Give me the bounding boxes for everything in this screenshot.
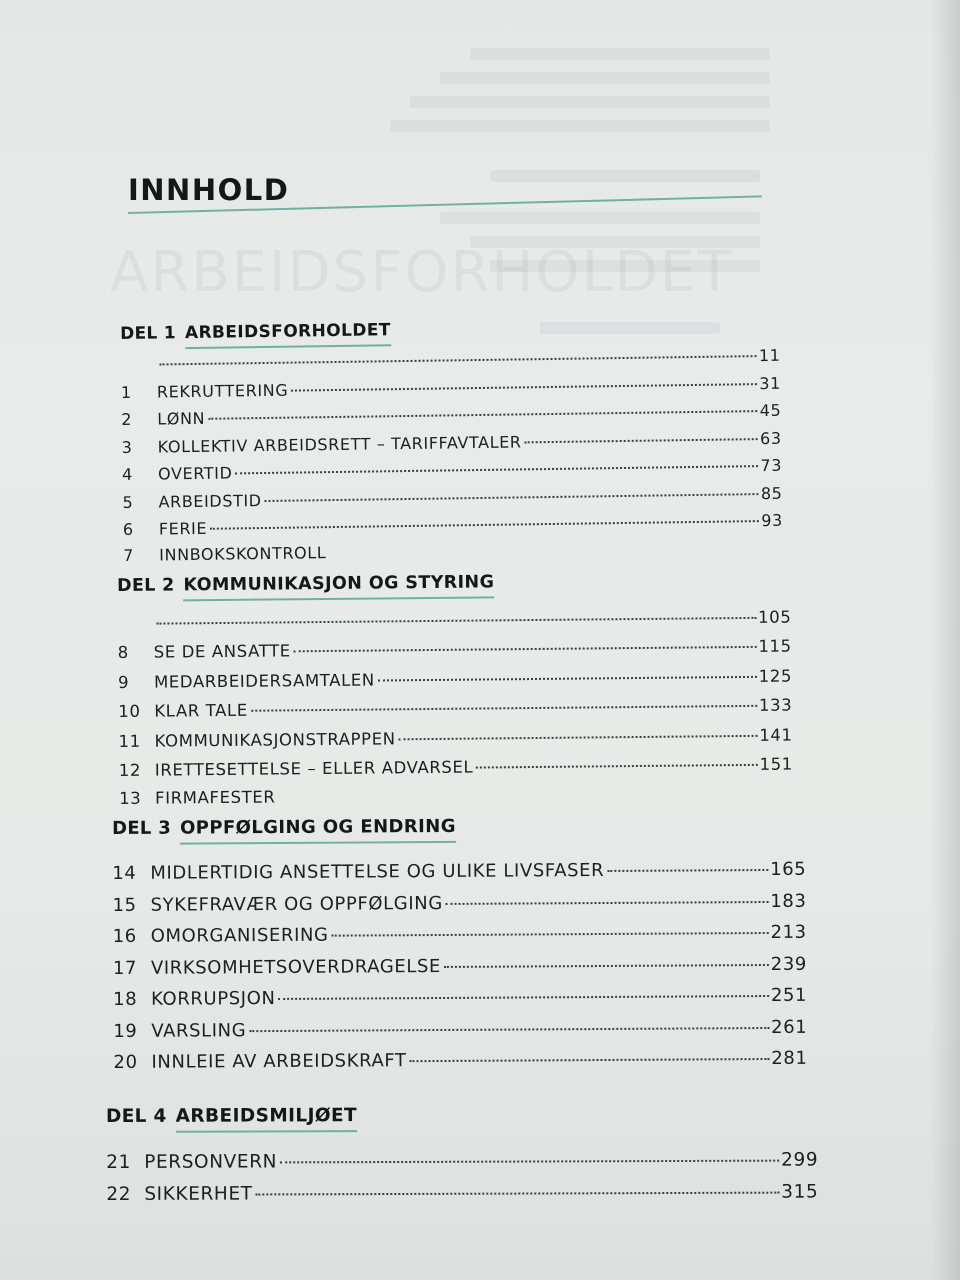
page-number: 315 [781, 1181, 819, 1203]
page-number: 299 [781, 1149, 819, 1171]
chapter-title: SE DE ANSATTE [153, 641, 291, 662]
section-number: DEL 3 [112, 817, 172, 839]
dot-leader [278, 977, 769, 1000]
chapter-title: LØNN [157, 408, 206, 429]
chapter-number: 18 [113, 988, 138, 1010]
chapter-number: 16 [112, 925, 137, 947]
dot-leader [156, 600, 756, 624]
page-number: 31 [759, 373, 782, 393]
chapter-number: 7 [123, 545, 135, 565]
section-header [112, 814, 806, 845]
section-del-3 [112, 814, 808, 1080]
section-del-1 [120, 315, 783, 572]
page-number: 11 [758, 345, 781, 366]
chapter-title: MEDARBEIDERSAMTALEN [153, 670, 375, 692]
page-number: 73 [760, 455, 783, 476]
chapter-number: 6 [122, 519, 134, 539]
dot-leader [256, 1173, 780, 1195]
chapter-title: FERIE [158, 518, 208, 539]
page-number: 125 [758, 666, 793, 686]
chapter-number: 2 [121, 409, 133, 429]
page-number: 63 [759, 428, 782, 448]
section-header [106, 1104, 818, 1133]
chapter-number: 9 [117, 672, 130, 692]
chapter-number: 22 [106, 1183, 132, 1205]
toc-list [112, 855, 807, 1080]
dot-leader [280, 1141, 779, 1163]
chapter-number [121, 369, 157, 370]
chapter-number: 8 [117, 642, 129, 662]
toc-list [106, 1145, 818, 1212]
dot-leader [331, 914, 768, 937]
chapter-number: 5 [122, 492, 134, 512]
page-number: 141 [759, 725, 793, 745]
chapter-number: 19 [113, 1020, 138, 1042]
chapter-title: SYKEFRAVÆR OG OPPFØLGING [150, 892, 443, 916]
dot-leader [251, 688, 757, 711]
chapter-title: OMORGANISERING [150, 924, 329, 947]
dot-leader [294, 629, 757, 652]
toc-entry[interactable] [106, 1177, 818, 1212]
chapter-number: 15 [112, 894, 137, 916]
page-number: 45 [759, 400, 782, 421]
page-number: 105 [758, 607, 792, 627]
chapter-title: ARBEIDSTID [158, 490, 262, 511]
dot-leader [444, 945, 769, 967]
dot-leader [278, 777, 791, 798]
page-number: 115 [758, 636, 792, 656]
page-number: 165 [770, 858, 807, 880]
page-number: 281 [771, 1047, 808, 1069]
chapter-title: KOMMUNIKASJONSTRAPPEN [154, 728, 396, 751]
section-title: ARBEIDSMILJØET [176, 1105, 358, 1133]
page-number: 85 [760, 483, 783, 503]
section-header [117, 570, 791, 602]
section-title: ARBEIDSFORHOLDET [185, 320, 391, 349]
page-number: 261 [771, 1016, 808, 1038]
chapter-title: KORRUPSJON [151, 988, 276, 1010]
dot-leader [607, 851, 768, 872]
chapter-number: 10 [118, 701, 141, 721]
section-number: DEL 2 [117, 575, 175, 596]
chapter-title: IRETTESETTELSE – ELLER ADVARSEL [154, 757, 474, 780]
chapter-title: SIKKERHET [144, 1183, 253, 1205]
chapter-number: 4 [121, 464, 134, 484]
chapter-title: REKRUTTERING [156, 380, 289, 401]
section-title: KOMMUNIKASJON OG STYRING [183, 572, 494, 601]
show-through-text: ARBEIDSFORHOLDET [110, 40, 790, 340]
chapter-number: 11 [118, 731, 141, 751]
page-title: INNHOLD [128, 173, 290, 207]
toc-list [120, 343, 783, 572]
dot-leader [249, 1008, 769, 1031]
dot-leader [398, 718, 757, 740]
dot-leader [446, 882, 769, 904]
toc-entry[interactable] [119, 781, 793, 817]
chapter-title: OVERTID [157, 463, 233, 484]
dot-leader [409, 1040, 769, 1062]
page-number: 133 [758, 695, 793, 715]
chapter-title: KLAR TALE [154, 700, 248, 721]
toc-list [117, 604, 793, 817]
page-number: 239 [770, 953, 807, 975]
chapter-title: INNBOKSKONTROLL [159, 542, 327, 564]
chapter-number: 14 [112, 862, 137, 884]
toc-entry[interactable] [113, 1044, 807, 1080]
section-number: DEL 4 [106, 1105, 167, 1127]
section-del-2 [117, 570, 793, 817]
page-edge-shadow [930, 0, 960, 1280]
chapter-title: VARSLING [151, 1019, 247, 1042]
page-number: 93 [761, 510, 783, 531]
dot-leader [476, 747, 757, 768]
section-number: DEL 1 [120, 323, 177, 344]
page-number: 183 [770, 890, 807, 912]
chapter-title: INNLEIE AV ARBEIDSKRAFT [151, 1050, 407, 1073]
chapter-number: 12 [118, 760, 142, 780]
page-number: 251 [770, 984, 808, 1006]
chapter-title: FIRMAFESTER [155, 786, 276, 808]
chapter-title: KOLLEKTIV ARBEIDSRETT – TARIFFAVTALER [157, 431, 522, 456]
section-del-4 [106, 1104, 818, 1212]
dot-leader [378, 659, 757, 681]
chapter-title: VIRKSOMHETSOVERDRAGELSE [150, 955, 441, 979]
page-number: 151 [759, 754, 793, 774]
chapter-number: 3 [121, 437, 133, 457]
chapter-number: 13 [119, 788, 142, 808]
dot-leader [524, 422, 758, 443]
chapter-number: 21 [106, 1151, 131, 1173]
chapter-number: 1 [120, 382, 132, 402]
chapter-number: 20 [113, 1051, 138, 1073]
page-number: 213 [770, 921, 807, 943]
chapter-number: 17 [112, 957, 138, 979]
chapter-title: MIDLERTIDIG ANSETTELSE OG ULIKE LIVSFASER [150, 859, 605, 884]
section-title: OPPFØLGING OG ENDRING [180, 816, 456, 845]
chapter-title: PERSONVERN [144, 1150, 278, 1173]
